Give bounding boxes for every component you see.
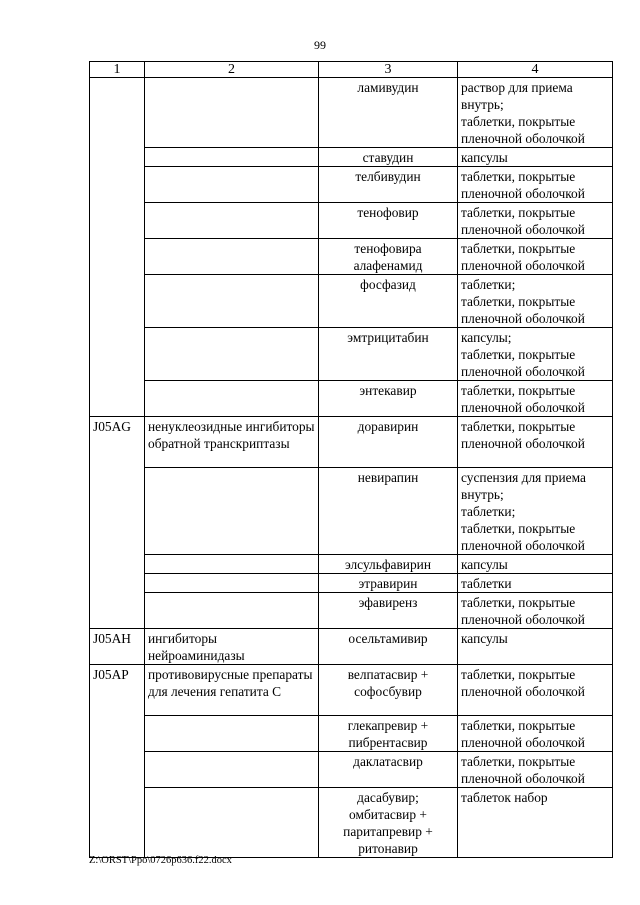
drug-table: [89, 61, 613, 858]
group-cell: [145, 275, 319, 328]
table-header-row: [90, 62, 613, 78]
table-row: [90, 148, 613, 167]
drug-name-cell: [319, 381, 458, 417]
group-cell: [145, 716, 319, 752]
dosage-form: таблетки, покрытые пленочной оболочкой: [461, 419, 585, 451]
dosage-form: таблетки, покрытые пленочной оболочкой: [461, 241, 585, 273]
column-header: 4: [458, 62, 613, 78]
drug-name-cell: [319, 239, 458, 275]
group-cell: [145, 752, 319, 788]
group-cell: [145, 203, 319, 239]
dosage-form-cell: [458, 167, 613, 203]
drug-name-cell: [319, 148, 458, 167]
table-row: [90, 275, 613, 328]
group-cell: [145, 665, 319, 716]
drug-name: фосфазид: [360, 277, 416, 292]
drug-name-cell: [319, 752, 458, 788]
table-row: [90, 593, 613, 629]
dosage-form: суспензия для приема внутрь; таблетки; таблетки, покрытые пленочной оболочкой: [461, 470, 586, 553]
dosage-form-cell: [458, 148, 613, 167]
table-row: [90, 78, 613, 148]
drug-name: дасабувир; омбитасвир + паритапревир + ритонавир: [343, 790, 433, 856]
dosage-form-cell: [458, 555, 613, 574]
table-row: [90, 417, 613, 468]
drug-name: ставудин: [362, 150, 414, 165]
drug-name-cell: [319, 275, 458, 328]
dosage-form-cell: [458, 78, 613, 148]
drug-name: телбивудин: [355, 169, 421, 184]
drug-name: даклатасвир: [353, 754, 423, 769]
dosage-form: капсулы: [461, 631, 508, 646]
group-cell: [145, 788, 319, 858]
drug-name-cell: [319, 417, 458, 468]
table-row: [90, 381, 613, 417]
drug-name: эмтрицитабин: [347, 330, 429, 345]
dosage-form: раствор для приема внутрь; таблетки, покрытые пленочной оболочкой: [461, 80, 585, 146]
drug-name: тенофовир: [357, 205, 419, 220]
page-number: 99: [314, 38, 326, 52]
drug-name-cell: [319, 574, 458, 593]
dosage-form: таблетки, покрытые пленочной оболочкой: [461, 205, 585, 237]
dosage-form-cell: [458, 665, 613, 716]
column-header: 2: [145, 62, 319, 78]
dosage-form: таблетки, покрытые пленочной оболочкой: [461, 169, 585, 201]
drug-name-cell: [319, 203, 458, 239]
atc-code-cell: [90, 665, 145, 858]
dosage-form: таблетки, покрытые пленочной оболочкой: [461, 754, 585, 786]
table-row: [90, 468, 613, 555]
dosage-form-cell: [458, 574, 613, 593]
dosage-form-cell: [458, 203, 613, 239]
dosage-form-cell: [458, 593, 613, 629]
drug-name: глекапревир + пибрентасвир: [347, 718, 429, 750]
dosage-form-cell: [458, 468, 613, 555]
drug-name: невирапин: [357, 470, 419, 485]
dosage-form-cell: [458, 239, 613, 275]
dosage-form: таблетки; таблетки, покрытые пленочной оболочкой: [461, 277, 585, 326]
group-name: ненуклеозидные ингибиторы обратной транскриптазы: [148, 419, 315, 451]
drug-name-cell: [319, 328, 458, 381]
dosage-form-cell: [458, 417, 613, 468]
group-name: противовирусные препараты для лечения гепатита C: [148, 667, 313, 699]
drug-name: доравирин: [357, 419, 419, 434]
dosage-form-cell: [458, 275, 613, 328]
dosage-form-cell: [458, 328, 613, 381]
dosage-form-cell: [458, 716, 613, 752]
atc-code-cell: [90, 78, 145, 417]
dosage-form: капсулы; таблетки, покрытые пленочной оболочкой: [461, 330, 585, 379]
column-header: 1: [90, 62, 145, 78]
table-row: [90, 328, 613, 381]
group-cell: [145, 148, 319, 167]
table-row: [90, 239, 613, 275]
table-row: [90, 203, 613, 239]
group-cell: [145, 167, 319, 203]
table-row: [90, 574, 613, 593]
table-row: [90, 555, 613, 574]
drug-name-cell: [319, 716, 458, 752]
drug-name-cell: [319, 665, 458, 716]
group-cell: [145, 468, 319, 555]
drug-name: элсульфавирин: [345, 557, 431, 572]
atc-code-cell: [90, 629, 145, 665]
drug-name-cell: [319, 78, 458, 148]
table-row: [90, 788, 613, 858]
dosage-form-cell: [458, 752, 613, 788]
table-row: [90, 665, 613, 716]
group-cell: [145, 239, 319, 275]
atc-code: J05AH: [93, 631, 131, 646]
table-row: [90, 752, 613, 788]
drug-name: энтекавир: [359, 383, 417, 398]
dosage-form: таблеток набор: [461, 790, 548, 805]
drug-name-cell: [319, 555, 458, 574]
dosage-form-cell: [458, 788, 613, 858]
column-header: 3: [319, 62, 458, 78]
drug-name-cell: [319, 788, 458, 858]
dosage-form: таблетки, покрытые пленочной оболочкой: [461, 595, 585, 627]
table-row: [90, 716, 613, 752]
group-cell: [145, 78, 319, 148]
dosage-form: таблетки, покрытые пленочной оболочкой: [461, 383, 585, 415]
drug-name: эфавиренз: [358, 595, 418, 610]
drug-name-cell: [319, 629, 458, 665]
drug-name-cell: [319, 468, 458, 555]
dosage-form: таблетки, покрытые пленочной оболочкой: [461, 667, 585, 699]
atc-code: J05AG: [93, 419, 131, 434]
table-row: [90, 629, 613, 665]
drug-name-cell: [319, 167, 458, 203]
group-cell: [145, 574, 319, 593]
group-cell: [145, 328, 319, 381]
dosage-form-cell: [458, 629, 613, 665]
group-cell: [145, 629, 319, 665]
drug-name: осельтамивир: [348, 631, 428, 646]
dosage-form: таблетки, покрытые пленочной оболочкой: [461, 718, 585, 750]
drug-name: ламивудин: [357, 80, 419, 95]
dosage-form: таблетки: [461, 576, 512, 591]
atc-code-cell: [90, 417, 145, 629]
drug-name: велпатасвир + софосбувир: [347, 667, 429, 699]
dosage-form-cell: [458, 381, 613, 417]
group-cell: [145, 381, 319, 417]
group-cell: [145, 417, 319, 468]
dosage-form: капсулы: [461, 557, 508, 572]
group-name: ингибиторы нейроаминидазы: [148, 631, 245, 663]
drug-name: тенофовира алафенамид: [353, 241, 423, 273]
table-row: [90, 167, 613, 203]
group-cell: [145, 555, 319, 574]
atc-code: J05AP: [93, 667, 129, 682]
dosage-form: капсулы: [461, 150, 508, 165]
drug-name: этравирин: [358, 576, 418, 591]
footer-file-path: Z:\ORST\Ppo\0726p636.f22.docx: [89, 855, 232, 866]
group-cell: [145, 593, 319, 629]
drug-name-cell: [319, 593, 458, 629]
